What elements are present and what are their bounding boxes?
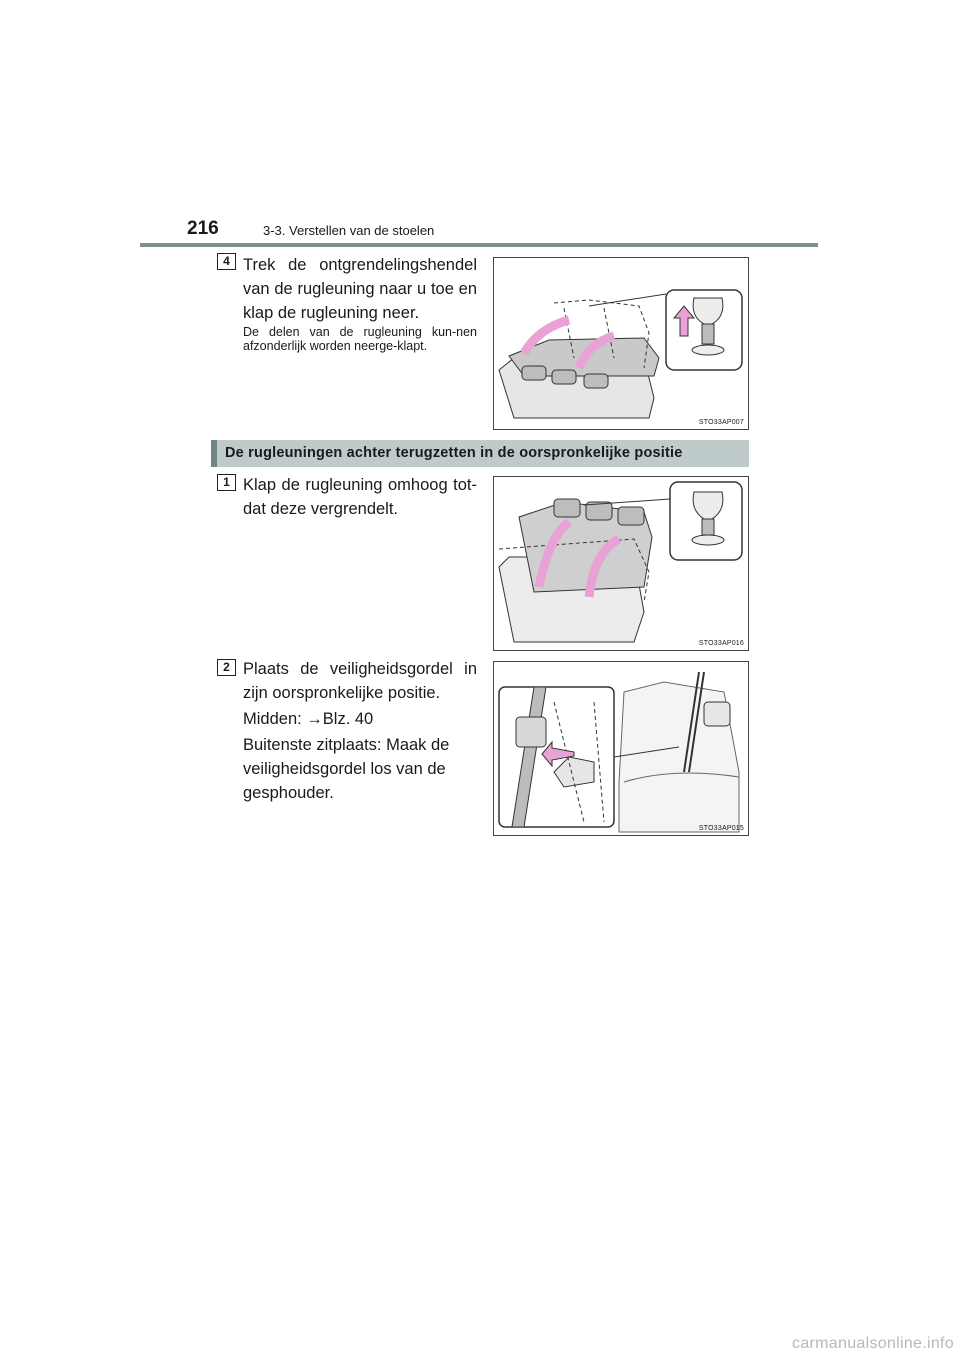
figure-code: STO33AP016: [698, 640, 744, 647]
figure-code: STO33AP015: [698, 825, 744, 832]
section-banner: De rugleuningen achter terugzetten in de oorspronkelijke positie: [211, 440, 749, 467]
watermark: carmanualsonline.info: [792, 1335, 954, 1352]
step-4-note: De delen van de rugleuning kun-nen afzonderlijk worden neerge-klapt.: [243, 325, 477, 353]
header-rule: [140, 243, 818, 247]
section-title: 3-3. Verstellen van de stoelen: [263, 223, 435, 238]
step-number-2: 2: [217, 659, 236, 676]
step-2-line-center: Midden: →Blz. 40: [243, 710, 374, 728]
page-number: 216: [187, 218, 219, 239]
step-2-line-outer-1: Buitenste zitplaats: Maak de: [243, 736, 450, 754]
step-2-line-outer-2: veiligheidsgordel los van de: [243, 760, 446, 778]
figure-fold-seat-down: [493, 257, 749, 430]
step-1-text: Klap de rugleuning omhoog tot-dat deze vergrendelt.: [243, 476, 477, 518]
step-number-4: 4: [217, 253, 236, 270]
step-4-text: Trek de ontgrendelingshendel van de rugleuning naar u toe en klap de rugleuning neer.: [243, 256, 477, 322]
step-number-1: 1: [217, 474, 236, 491]
step-2-line-outer-3: gesphouder.: [243, 784, 334, 802]
figure-seatbelt: [493, 661, 749, 836]
step-2-text: Plaats de veiligheidsgordel in zijn oorspronkelijke positie.: [243, 660, 477, 702]
figure-raise-seat: [493, 476, 749, 651]
figure-code: STO33AP007: [698, 419, 744, 426]
